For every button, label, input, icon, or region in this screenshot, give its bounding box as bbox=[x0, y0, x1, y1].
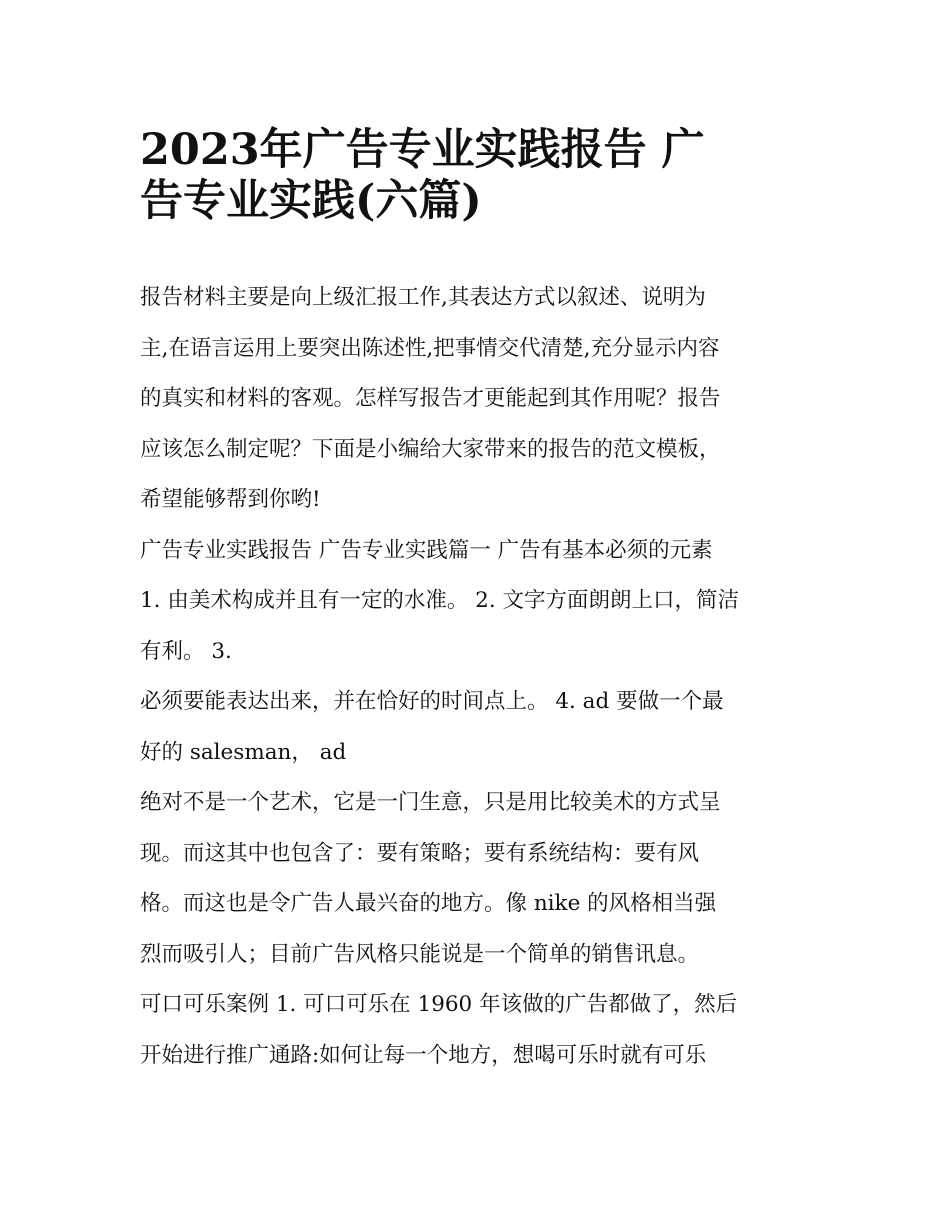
body-line: 有利。 3. bbox=[140, 638, 232, 664]
body-line: 应该怎么制定呢？下面是小编给大家带来的报告的范文模板， bbox=[140, 436, 721, 462]
body-line: 格。而这也是令广告人最兴奋的地方。像 nike 的风格相当强 bbox=[140, 891, 717, 916]
body-line: 1. 由美术构成并且有一定的水准。 2. 文字方面朗朗上口，简洁 bbox=[140, 588, 740, 613]
body-line: 主,在语言运用上要突出陈述性,把事情交代清楚,充分显示内容 bbox=[140, 335, 720, 361]
body-line: 烈而吸引人；目前广告风格只能说是一个简单的销售讯息。 bbox=[140, 941, 700, 967]
body-line: 可口可乐案例 1. 可口可乐在 1960 年该做的广告都做了，然后 bbox=[140, 992, 738, 1017]
body-line: 必须要能表达出来，并在恰好的时间点上。 4. ad 要做一个最 bbox=[140, 689, 724, 714]
body-line: 的真实和材料的客观。怎样写报告才更能起到其作用呢？报告 bbox=[140, 386, 721, 411]
body-line: 绝对不是一个艺术，它是一门生意，只是用比较美术的方式呈 bbox=[140, 790, 721, 815]
title-line: 2023年广告专业实践报告 广 bbox=[140, 125, 705, 175]
title-line: 告专业实践(六篇) bbox=[140, 175, 482, 226]
body-line: 好的 salesman， ad bbox=[140, 739, 347, 765]
body-line: 希望能够帮到你哟! bbox=[140, 487, 321, 512]
document-title bbox=[140, 112, 820, 226]
body-line: 现。而这其中也包含了：要有策略；要有系统结构：要有风 bbox=[140, 840, 700, 866]
body-line: 广告专业实践报告 广告专业实践篇一 广告有基本必须的元素 bbox=[140, 537, 713, 563]
body-line: 报告材料主要是向上级汇报工作,其表达方式以叙述、说明为 bbox=[140, 285, 706, 310]
document-body bbox=[140, 273, 820, 1081]
body-line: 开始进行推广通路:如何让每一个地方，想喝可乐时就有可乐 bbox=[140, 1042, 707, 1068]
